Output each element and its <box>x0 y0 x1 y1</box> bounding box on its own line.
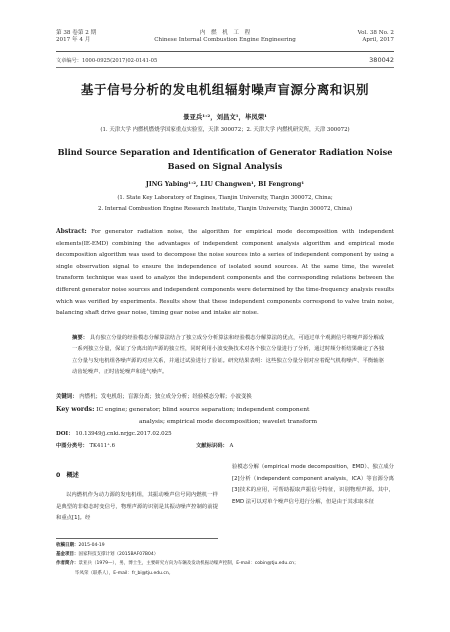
keywords-en-line1: IC engine; generator; blind source separation; independent component <box>96 407 310 413</box>
doc-code-label: 文献标识码： <box>196 443 228 449</box>
clc-value: TK411⁺.6 <box>89 443 115 449</box>
meta-rule <box>56 67 394 68</box>
keywords-cn-label: 关键词： <box>56 394 78 400</box>
keywords-en <box>56 404 394 428</box>
header-rule <box>56 51 394 52</box>
keywords-cn <box>56 392 394 400</box>
abstract-en <box>56 226 394 320</box>
footnote-contact: 毕凤荣（联系人），E-mail：fr_bi@tju.edu.cn。 <box>75 570 174 576</box>
paper-title-en: Blind Source Separation and Identification of Generator Radiation Noise Based on Signal Analysis <box>57 147 393 171</box>
abstract-en-text: For generator radiation noise, the algorithm for empirical mode decomposition with independent elements(IE-EMD) combining the advantages of independent component analysis algorithm and empirical mode decomposition algorithm was used to decompose the noise sources into a series of independent component by using a single observation signal to ensure the independence of isolated sound sources. At the same time, the wavelet transform technique was used to analyze the independent components and the corresponding relations between the different generator noise sources and independent components were determined by the time-frequency analysis results which was verified by experiments. Results show that these independent components correspond to valve train noise, balancing shaft drive gear noise, timing gear noise and intake air noise. <box>56 229 394 317</box>
page-code: 380042 <box>369 56 394 64</box>
abstract-en-label: Abstract: <box>56 228 87 235</box>
keywords-en-label: Key words: <box>56 406 95 413</box>
header-volume-issue-en: Vol. 38 No. 2 April, 2017 <box>357 30 394 43</box>
intro-right-column: 验模态分解（empirical mode decomposition，EMD）、独立成分[2]分析（independent component analysis，ICA）等盲源分离[3]技术的应用，可帮助振取声振信号特征，识别物理声源。其中，EMD 法可以对单个噪声信号进行分解，但是由于其求取本征 <box>232 464 394 505</box>
affiliation-cn: (1. 天津大学 内燃机燃烧学国家重点实验室，天津 300072；2. 天津大学 内燃机研究所，天津 300072) <box>100 127 350 133</box>
doi-value: 10.13949/j.cnki.nrjgc.2017.02.025 <box>75 431 172 437</box>
header-volume-issue: 第 38 卷第 2 期 2017 年 4 月 <box>56 30 97 43</box>
doc-code-value: A <box>229 443 234 449</box>
footnote-fund: 基金项目：国家科技支撑计划（2015BAF07B04） <box>56 552 159 558</box>
footnote-received: 收稿日期：2015-04-19 <box>56 543 105 548</box>
classification <box>56 441 394 449</box>
affiliation-en: (1. State Key Laboratory of Engines, Tianjin University, Tianjin 300072, China; 2. Internal Combustion Engine Research Institute, Tianjin University, Tianjin 300072, China) <box>97 195 353 212</box>
intro-left-column: 以内燃机作为动力源的发电机组，其振动噪声信号同内燃机一样是典型的非稳态时变信号，物理声源的识别是其振动噪声控制的前提和重点[1]。经 <box>56 492 218 522</box>
authors-cn: 景亚兵¹˒²，刘昌文¹，毕凤荣¹ <box>183 113 267 121</box>
article-meta <box>56 56 394 65</box>
running-header <box>56 30 394 50</box>
abstract-cn <box>72 333 384 379</box>
doi <box>56 429 394 437</box>
doi-label: DOI： <box>56 431 74 437</box>
document-code <box>196 441 233 449</box>
header-journal-name: 内 燃 机 工 程 Chinese Internal Combustion Engine Engineering <box>154 30 296 43</box>
section-heading-overview: 0 概述 <box>56 472 79 479</box>
abstract-cn-text: 具有独立分量的经验模态分解算法结合了独立成分分析算法和经验模态分解算法的优点，可通过单个观测信号将噪声源分解成一系列独立分量，保证了分离出的声源的独立性，同时利用小波变换技术对各个独立分量进行了分析，通过时频分析结果确定了各独立分量与发电机组各噪声源的对应关系，并通过试验进行了验证。研究结果表明：这些独立分量分别对应着配气机构噪声、平衡轴驱动齿轮噪声、正时齿轮噪声和进气噪声。 <box>72 335 384 376</box>
keywords-en-line2: analysis; empirical mode decomposition; wavelet transform <box>139 419 318 425</box>
footnotes <box>56 541 394 578</box>
authors-en: JING Yabing¹˒², LIU Changwen¹, BI Fengrong¹ <box>145 181 305 188</box>
keywords-cn-text: 内燃机；发电机组；盲源分离；独立成分分析；经验模态分解；小波变换 <box>79 394 252 400</box>
footnote-author: 作者简介：景亚兵（1979—），男，博士生，主要研究方向为车辆及发动机振动噪声控制，E-mail：cobin@tju.edu.cn； <box>56 561 299 567</box>
article-number: 文章编号：1000-0925(2017)02-0141-05 <box>56 58 158 64</box>
footnote-rule <box>56 538 218 539</box>
paper-title-cn: 基于信号分析的发电机组辐射噪声盲源分离和识别 <box>80 82 370 97</box>
clc-label: 中图分类号： <box>56 443 88 449</box>
abstract-cn-label: 摘要： <box>72 335 89 341</box>
